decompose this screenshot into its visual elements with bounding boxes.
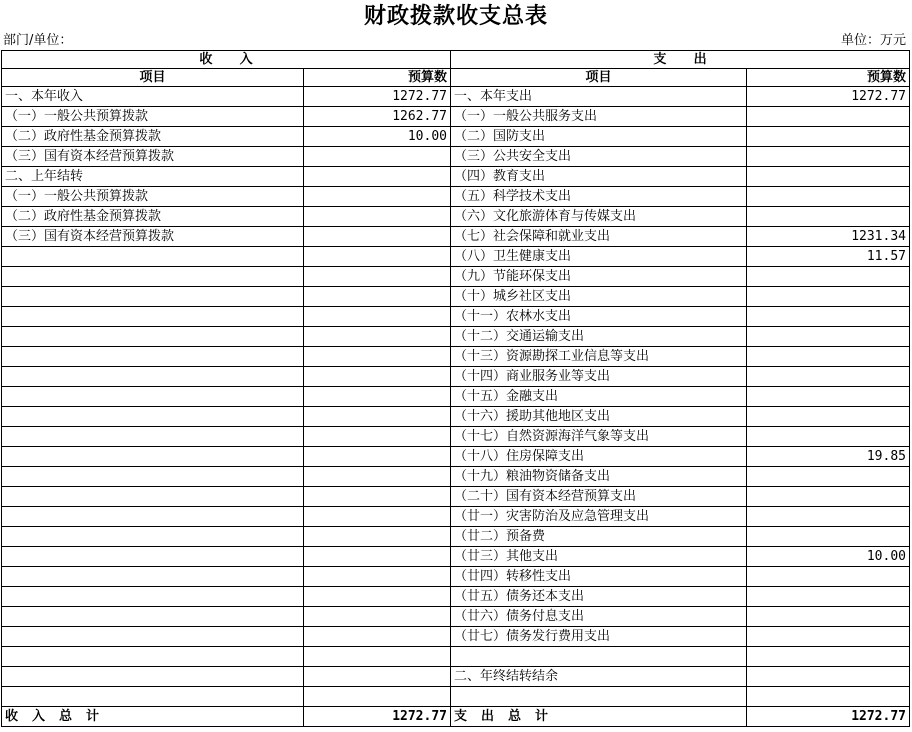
expense-item-cell: （八）卫生健康支出 xyxy=(451,247,747,267)
income-budget-cell xyxy=(304,247,451,267)
expense-budget-cell xyxy=(747,687,910,707)
income-budget-cell xyxy=(304,327,451,347)
header-row-columns xyxy=(2,69,910,87)
expense-budget-cell xyxy=(747,647,910,667)
income-budget-cell xyxy=(304,407,451,427)
income-budget-cell xyxy=(304,587,451,607)
income-item-cell xyxy=(2,407,304,427)
table-row xyxy=(2,247,910,267)
income-item-cell xyxy=(2,647,304,667)
department-label: 部门/单位： xyxy=(3,33,73,48)
expense-item-cell: （九）节能环保支出 xyxy=(451,267,747,287)
expense-budget-cell xyxy=(747,607,910,627)
income-item-cell xyxy=(2,527,304,547)
income-item-cell xyxy=(2,607,304,627)
table-row xyxy=(2,387,910,407)
table-row xyxy=(2,267,910,287)
table-row xyxy=(2,407,910,427)
expense-item-cell: 一、本年支出 xyxy=(451,87,747,107)
table-row xyxy=(2,167,910,187)
table-row xyxy=(2,607,910,627)
expense-budget-cell xyxy=(747,307,910,327)
income-item-cell: （一）一般公共预算拨款 xyxy=(2,187,304,207)
income-total-value: 1272.77 xyxy=(304,707,451,727)
expense-budget-cell xyxy=(747,107,910,127)
income-budget-cell xyxy=(304,487,451,507)
income-item-cell xyxy=(2,487,304,507)
expense-item-cell: （六）文化旅游体育与传媒支出 xyxy=(451,207,747,227)
expense-item-cell: （五）科学技术支出 xyxy=(451,187,747,207)
income-budget-cell xyxy=(304,367,451,387)
expense-section-header: 支 出 xyxy=(451,51,910,69)
income-item-cell xyxy=(2,687,304,707)
income-budget-cell xyxy=(304,507,451,527)
income-item-cell xyxy=(2,667,304,687)
table-row xyxy=(2,127,910,147)
expense-item-cell: （十五）金融支出 xyxy=(451,387,747,407)
table-row xyxy=(2,147,910,167)
table-row xyxy=(2,487,910,507)
table-row xyxy=(2,327,910,347)
income-budget-cell xyxy=(304,187,451,207)
expense-item-cell: （十六）援助其他地区支出 xyxy=(451,407,747,427)
income-item-cell xyxy=(2,427,304,447)
income-budget-cell xyxy=(304,227,451,247)
expense-item-cell: （廿四）转移性支出 xyxy=(451,567,747,587)
income-item-cell xyxy=(2,627,304,647)
income-budget-cell xyxy=(304,427,451,447)
table-row xyxy=(2,667,910,687)
expense-budget-cell xyxy=(747,327,910,347)
table-row xyxy=(2,427,910,447)
expense-budget-cell xyxy=(747,587,910,607)
income-item-cell: 一、本年收入 xyxy=(2,87,304,107)
income-budget-cell xyxy=(304,527,451,547)
expense-budget-cell xyxy=(747,627,910,647)
expense-budget-cell xyxy=(747,507,910,527)
income-item-cell xyxy=(2,367,304,387)
income-budget-cell xyxy=(304,267,451,287)
header-row-sections xyxy=(2,51,910,69)
income-item-cell xyxy=(2,507,304,527)
income-total-label: 收入总计 xyxy=(2,707,304,727)
expense-budget-cell xyxy=(747,267,910,287)
expense-item-header: 项目 xyxy=(451,69,747,87)
table-row xyxy=(2,207,910,227)
table-row xyxy=(2,107,910,127)
expense-item-cell: （三）公共安全支出 xyxy=(451,147,747,167)
income-item-cell: （三）国有资本经营预算拨款 xyxy=(2,227,304,247)
table-row xyxy=(2,547,910,567)
income-budget-cell xyxy=(304,627,451,647)
expense-budget-cell xyxy=(747,467,910,487)
expense-item-cell: （十九）粮油物资储备支出 xyxy=(451,467,747,487)
income-section-header: 收 入 xyxy=(2,51,451,69)
table-row xyxy=(2,467,910,487)
income-item-cell: （二）政府性基金预算拨款 xyxy=(2,127,304,147)
income-item-cell xyxy=(2,267,304,287)
expense-item-cell: 二、年终结转结余 xyxy=(451,667,747,687)
budget-table-body xyxy=(2,51,910,727)
totals-row xyxy=(2,707,910,727)
expense-budget-cell xyxy=(747,407,910,427)
expense-budget-cell xyxy=(747,567,910,587)
income-budget-cell xyxy=(304,667,451,687)
expense-budget-cell xyxy=(747,147,910,167)
table-row xyxy=(2,627,910,647)
expense-budget-cell: 1272.77 xyxy=(747,87,910,107)
table-row xyxy=(2,227,910,247)
expense-budget-cell xyxy=(747,387,910,407)
income-item-cell xyxy=(2,387,304,407)
income-budget-cell: 1262.77 xyxy=(304,107,451,127)
income-item-cell: 二、上年结转 xyxy=(2,167,304,187)
income-budget-cell xyxy=(304,467,451,487)
expense-item-cell: （廿一）灾害防治及应急管理支出 xyxy=(451,507,747,527)
expense-item-cell: （十七）自然资源海洋气象等支出 xyxy=(451,427,747,447)
income-budget-cell xyxy=(304,287,451,307)
income-budget-header: 预算数 xyxy=(304,69,451,87)
income-budget-cell xyxy=(304,647,451,667)
table-row xyxy=(2,687,910,707)
expense-item-cell: （廿五）债务还本支出 xyxy=(451,587,747,607)
expense-item-cell: （十四）商业服务业等支出 xyxy=(451,367,747,387)
table-row xyxy=(2,507,910,527)
table-row xyxy=(2,287,910,307)
expense-budget-cell: 19.85 xyxy=(747,447,910,467)
expense-item-cell: （十二）交通运输支出 xyxy=(451,327,747,347)
expense-budget-cell xyxy=(747,367,910,387)
income-budget-cell xyxy=(304,547,451,567)
expense-item-cell: （一）一般公共服务支出 xyxy=(451,107,747,127)
expense-item-cell: （十八）住房保障支出 xyxy=(451,447,747,467)
expense-item-cell: （四）教育支出 xyxy=(451,167,747,187)
expense-budget-cell: 11.57 xyxy=(747,247,910,267)
income-budget-cell xyxy=(304,447,451,467)
expense-budget-cell xyxy=(747,487,910,507)
expense-item-cell: （二十）国有资本经营预算支出 xyxy=(451,487,747,507)
income-item-cell xyxy=(2,347,304,367)
expense-item-cell: （廿六）债务付息支出 xyxy=(451,607,747,627)
expense-budget-cell xyxy=(747,287,910,307)
expense-total-value: 1272.77 xyxy=(747,707,910,727)
expense-item-cell: （廿二）预备费 xyxy=(451,527,747,547)
expense-budget-cell xyxy=(747,427,910,447)
income-item-cell xyxy=(2,327,304,347)
income-item-header: 项目 xyxy=(2,69,304,87)
income-budget-cell xyxy=(304,387,451,407)
expense-total-label: 支出总计 xyxy=(451,707,747,727)
income-item-cell: （一）一般公共预算拨款 xyxy=(2,107,304,127)
expense-budget-cell: 10.00 xyxy=(747,547,910,567)
income-item-cell xyxy=(2,287,304,307)
income-budget-cell xyxy=(304,167,451,187)
income-item-cell xyxy=(2,547,304,567)
expense-budget-cell xyxy=(747,167,910,187)
income-item-cell: （二）政府性基金预算拨款 xyxy=(2,207,304,227)
income-item-cell: （三）国有资本经营预算拨款 xyxy=(2,147,304,167)
table-row xyxy=(2,447,910,467)
expense-budget-cell xyxy=(747,347,910,367)
income-item-cell xyxy=(2,567,304,587)
table-row xyxy=(2,307,910,327)
expense-budget-cell xyxy=(747,667,910,687)
table-row xyxy=(2,347,910,367)
table-row xyxy=(2,647,910,667)
expense-budget-cell xyxy=(747,127,910,147)
income-budget-cell xyxy=(304,307,451,327)
expense-item-cell: （二）国防支出 xyxy=(451,127,747,147)
expense-item-cell xyxy=(451,687,747,707)
income-budget-cell: 10.00 xyxy=(304,127,451,147)
expense-budget-cell xyxy=(747,207,910,227)
table-row xyxy=(2,527,910,547)
table-row xyxy=(2,367,910,387)
income-budget-cell xyxy=(304,347,451,367)
table-row xyxy=(2,87,910,107)
table-row xyxy=(2,187,910,207)
expense-item-cell: （十三）资源勘探工业信息等支出 xyxy=(451,347,747,367)
expense-budget-cell xyxy=(747,527,910,547)
income-budget-cell: 1272.77 xyxy=(304,87,451,107)
income-item-cell xyxy=(2,247,304,267)
table-row xyxy=(2,587,910,607)
income-budget-cell xyxy=(304,687,451,707)
expense-item-cell: （十）城乡社区支出 xyxy=(451,287,747,307)
income-budget-cell xyxy=(304,207,451,227)
income-budget-cell xyxy=(304,147,451,167)
unit-label: 单位：万元 xyxy=(840,33,906,48)
page-title: 财政拨款收支总表 xyxy=(363,4,548,29)
expense-budget-cell xyxy=(747,187,910,207)
table-row xyxy=(2,567,910,587)
expense-item-cell: （廿七）债务发行费用支出 xyxy=(451,627,747,647)
budget-table xyxy=(1,50,910,727)
expense-item-cell: （十一）农林水支出 xyxy=(451,307,747,327)
expense-budget-cell: 1231.34 xyxy=(747,227,910,247)
expense-item-cell: （廿三）其他支出 xyxy=(451,547,747,567)
income-item-cell xyxy=(2,307,304,327)
expense-budget-header: 预算数 xyxy=(747,69,910,87)
income-item-cell xyxy=(2,447,304,467)
income-item-cell xyxy=(2,587,304,607)
expense-item-cell: （七）社会保障和就业支出 xyxy=(451,227,747,247)
income-item-cell xyxy=(2,467,304,487)
expense-item-cell xyxy=(451,647,747,667)
income-budget-cell xyxy=(304,567,451,587)
income-budget-cell xyxy=(304,607,451,627)
